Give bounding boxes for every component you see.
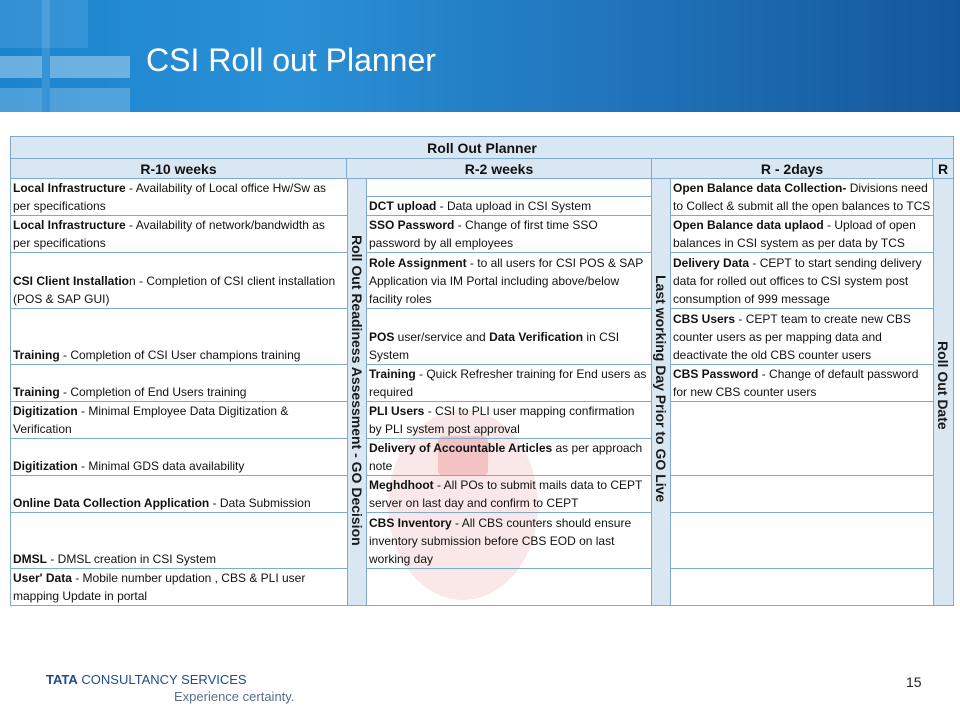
- table-row: CBS Inventory - All CBS counters should ensure inventory submission before CBS EOD on last working day: [367, 513, 651, 569]
- table-row: Online Data Collection Application - Data Submission: [11, 476, 347, 513]
- band-go-decision-label: Roll Out Readiness Assessment - GO Decision: [349, 235, 365, 546]
- table-row: Local Infrastructure - Availability of Local office Hw/Sw as per specifications: [11, 179, 347, 216]
- column-header-r2days: R - 2days: [651, 159, 933, 179]
- table-row: POS user/service and Data Verification in CSI System: [367, 309, 651, 365]
- banner-decoration: [50, 88, 130, 112]
- planner-heading: Roll Out Planner: [11, 137, 953, 159]
- table-row: SSO Password - Change of first time SSO password by all employees: [367, 216, 651, 253]
- table-row: Digitization - Minimal Employee Data Digitization & Verification: [11, 402, 347, 439]
- header-banner: [0, 0, 960, 112]
- column-header-r: R: [933, 159, 953, 179]
- table-row: Training - Completion of CSI User champions training: [11, 309, 347, 365]
- band-roll-out-date: [933, 179, 953, 605]
- brand-name: TATA: [46, 672, 78, 687]
- table-row: Training - Completion of End Users training: [11, 365, 347, 402]
- table-row: Delivery of Accountable Articles as per approach note: [367, 439, 651, 476]
- roll-out-planner-table: [10, 136, 954, 606]
- banner-decoration: [42, 0, 50, 112]
- table-row: [367, 179, 651, 197]
- table-row: [367, 569, 651, 606]
- table-row: Delivery Data - CEPT to start sending delivery data for rolled out offices to CSI system post consumption of 999 message: [671, 253, 933, 309]
- table-row: DCT upload - Data upload in CSI System: [367, 197, 651, 216]
- band-go-decision: [347, 179, 367, 605]
- table-row: Training - Quick Refresher training for End users as required: [367, 365, 651, 402]
- company-tagline: Experience certainty.: [174, 689, 295, 704]
- slide-title: CSI Roll out Planner: [146, 42, 436, 78]
- banner-decoration: [0, 88, 42, 112]
- table-row: Open Balance data uplaod - Upload of open balances in CSI system as per data by TCS: [671, 216, 933, 253]
- table-row: PLI Users - CSI to PLI user mapping confirmation by PLI system post approval: [367, 402, 651, 439]
- page-number: 15: [906, 674, 922, 690]
- company-logo: [46, 672, 247, 687]
- table-row: Open Balance data Collection- Divisions need to Collect & submit all the open balances to TCS: [671, 179, 933, 216]
- band-last-working-day-label: Last working Day Prior to GO Live: [653, 275, 669, 503]
- banner-decoration: [0, 56, 42, 78]
- band-roll-out-date-label: Roll Out Date: [935, 341, 951, 430]
- table-row: Digitization - Minimal GDS data availability: [11, 439, 347, 476]
- table-row: Role Assignment - to all users for CSI POS & SAP Application via IM Portal including above/below facility roles: [367, 253, 651, 309]
- table-row: [671, 513, 933, 569]
- banner-decoration: [50, 56, 130, 78]
- column-header-r10: R-10 weeks: [11, 159, 347, 179]
- table-row: CSI Client Installation - Completion of CSI client installation (POS & SAP GUI): [11, 253, 347, 309]
- table-row: CBS Users - CEPT team to create new CBS counter users as per mapping data and deactivate the old CBS counter users: [671, 309, 933, 365]
- table-row: DMSL - DMSL creation in CSI System: [11, 513, 347, 569]
- company-name: CONSULTANCY SERVICES: [81, 672, 247, 687]
- table-row: CBS Password - Change of default password for new CBS counter users: [671, 365, 933, 402]
- table-row: [671, 569, 933, 606]
- table-row: [671, 476, 933, 513]
- table-row: User' Data - Mobile number updation , CBS & PLI user mapping Update in portal: [13, 571, 306, 603]
- table-row: Meghdhoot - All POs to submit mails data to CEPT server on last day and confirm to CEPT: [367, 476, 651, 513]
- table-row: [671, 402, 933, 476]
- column-header-r2: R-2 weeks: [347, 159, 651, 179]
- table-row: Local Infrastructure - Availability of network/bandwidth as per specifications: [11, 216, 347, 253]
- band-last-working-day: [651, 179, 671, 605]
